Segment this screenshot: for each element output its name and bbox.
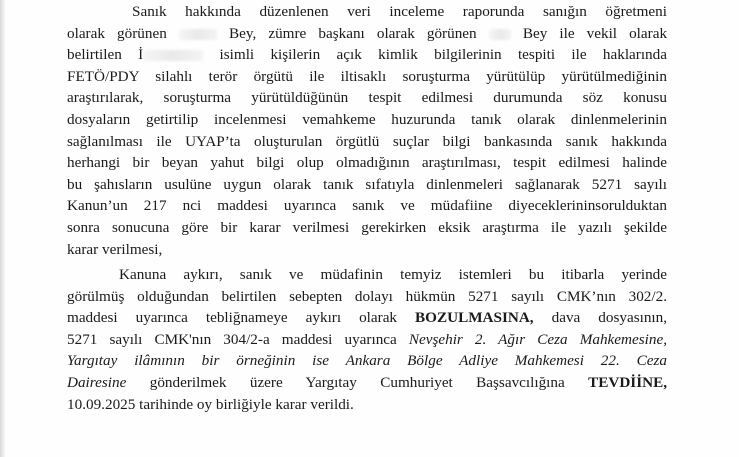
p1-line-3: belirtilen İ isimli kişilerin açık kimlik bilgilerinin tespiti ile haklarında <box>67 46 667 64</box>
p2-line-3: maddesi uyarınca tebliğnameye aykırı olarak BOZULMASINA, dava dosyasının, <box>67 309 668 327</box>
paragraph-1 <box>67 1 667 260</box>
redacted-name <box>489 29 511 40</box>
p1-line-4: FETÖ/PDY silahlı terör örgütü ile iltisaklı soruşturma yürütülüp yürütülmediğinin <box>67 67 667 85</box>
p2-line-4: 5271 sayılı CMK'nın 304/2-a maddesi uyarınca Nevşehir 2. Ağır Ceza Mahkemesine, <box>67 330 667 348</box>
p2-line-6: Dairesine gönderilmek üzere Yargıtay Cumhuriyet Başsavcılığına TEVDİİNE, <box>67 373 668 391</box>
verdict-bozulmasina: BOZULMASINA, <box>415 309 534 327</box>
p1-line-2: olarak görünen Bey, zümre başkanı olarak görünen Bey ile vekil olarak <box>67 24 668 42</box>
p1-line-1: Sanık hakkında düzenlenen veri inceleme raporunda sanığın öğretmeni <box>132 3 667 20</box>
p2-line-1: Kanuna aykırı, sanık ve müdafinin temyiz istemleri bu itibarla yerinde <box>119 266 667 283</box>
p2-line-5: Yargıtay ilâmının bir örneğinin ise Ankara Bölge Adliye Mahkemesi 22. Ceza <box>67 352 667 370</box>
p1-line-8: herhangi bir beyan yahut bilgi olup olmadığının araştırılması, tespit edilmesi halinde <box>67 154 667 172</box>
p1-line-10: Kanun’un 217 nci maddesi uyarınca sanık ve müdafiine diyeceklerininsorulduktan <box>67 197 667 215</box>
p1-line-9: bu şahısların usulüne uygun olarak tanık sıfatıyla dinlenmeleri sağlanarak 5271 sayılı <box>67 175 667 193</box>
p1-line-12: karar verilmesi, <box>67 240 163 258</box>
court-name: Nevşehir 2. Ağır Ceza Mahkemesine, <box>408 330 667 348</box>
redacted-name <box>143 50 203 61</box>
page-edge-shadow <box>0 0 6 457</box>
p1-line-7: sağlanılması ile UYAP’ta oluşturulan örgütlü suçlar bilgi bankasında sanık hakkında <box>67 132 667 150</box>
verdict-tevdiine: TEVDİİNE, <box>588 373 668 391</box>
p2-line-2: görülmüş olduğundan belirtilen sebepten dolayı hükmün 5271 sayılı CMK’nın 302/2. <box>67 287 667 305</box>
p2-line-7: 10.09.2025 tarihinde oy birliğiyle karar verildi. <box>67 395 354 413</box>
redacted-name <box>179 29 217 40</box>
p1-line-6: dosyaların getirtilip incelenmesi vemahkeme huzurunda tanık olarak dinlenmelerinin <box>67 110 667 128</box>
paragraph-2 <box>67 264 667 415</box>
p1-line-5: araştırılarak, soruşturma yürütüldüğünün tespit edilmesi durumunda söz konusu <box>67 89 667 107</box>
p1-line-11: sonra sonucuna göre bir karar verilmesi gerekirken eksik araştırma ile yazılı şekilde <box>67 218 667 236</box>
